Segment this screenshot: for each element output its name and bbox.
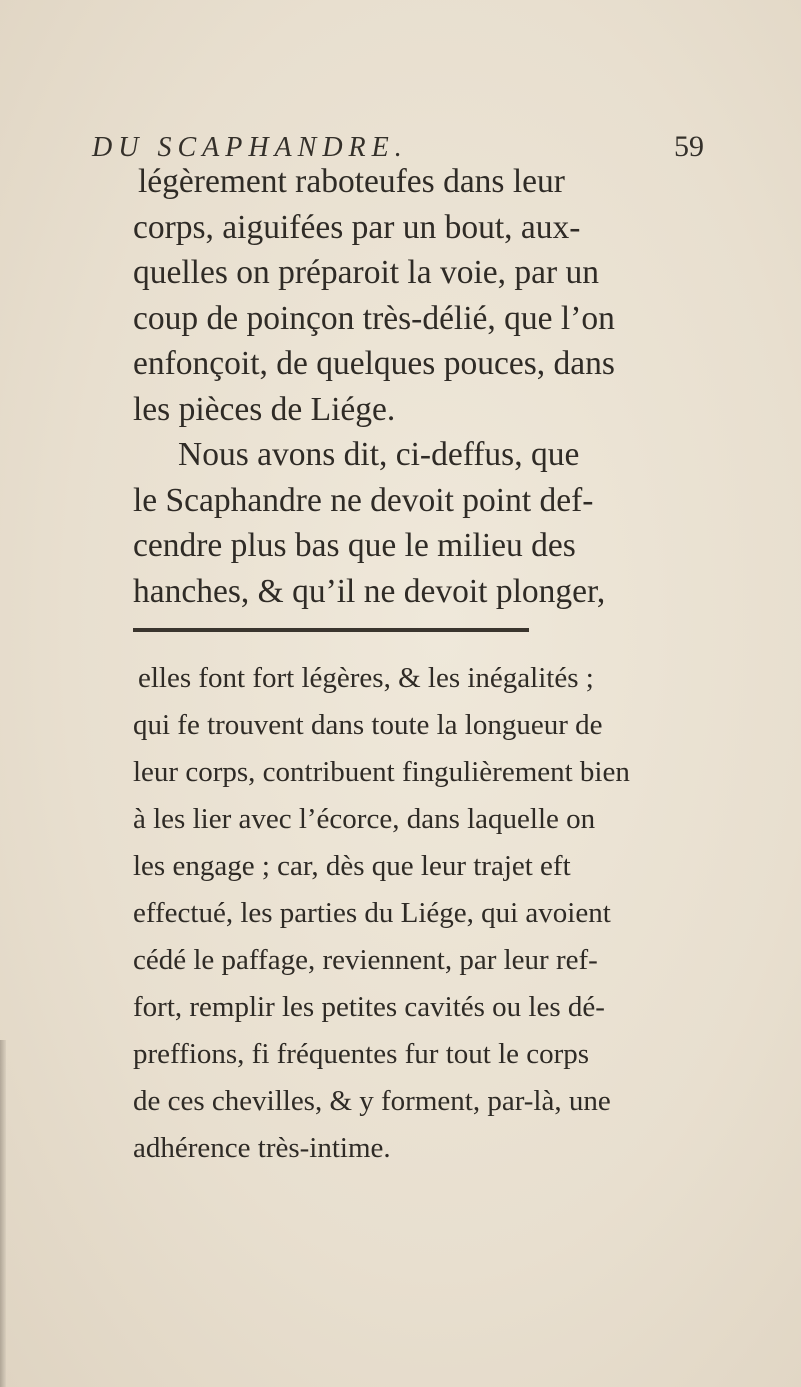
text-line: adhérence très-intime.	[133, 1132, 391, 1164]
text-line: effectué, les parties du Liége, qui avoient	[133, 897, 611, 929]
text-line: à les lier avec l’écorce, dans laquelle on	[133, 803, 596, 835]
text-line: de ces chevilles, & y forment, par-là, une	[133, 1085, 611, 1117]
running-head: DU SCAPHANDRE.	[92, 132, 408, 163]
text-line: le Scaphandre ne devoit point def-	[133, 481, 594, 519]
text-line: elles font fort légères, & les inégalités ;	[138, 662, 594, 694]
text-line: coup de poinçon très-délié, que l’on	[133, 299, 615, 337]
text-line: hanches, & qu’il ne devoit plonger,	[133, 572, 606, 610]
text-line: enfonçoit, de quelques pouces, dans	[133, 345, 615, 382]
text-line: corps, aiguifées par un bout, aux-	[133, 208, 581, 246]
page-edge-shadow	[0, 1040, 6, 1387]
text-line: Nous avons dit, ci-deffus, que	[178, 436, 580, 473]
text-line: quelles on préparoit la voie, par un	[133, 254, 600, 291]
text-line: fort, remplir les petites cavités ou les dé-	[133, 991, 605, 1023]
text-line: leur corps, contribuent fingulièrement bien	[133, 756, 630, 788]
text-line: qui fe trouvent dans toute la longueur de	[133, 709, 603, 741]
section-divider-rule	[133, 628, 529, 632]
text-line: cendre plus bas que le milieu des	[133, 527, 576, 564]
text-line: légèrement raboteufes dans leur	[138, 163, 565, 200]
text-line: preffions, fi fréquentes fur tout le corps	[133, 1038, 590, 1070]
text-line: les engage ; car, dès que leur trajet eft	[133, 850, 571, 882]
text-line: cédé le paffage, reviennent, par leur ref-	[133, 944, 598, 976]
page-number: 59	[674, 130, 704, 163]
text-line: les pièces de Liége.	[133, 390, 396, 428]
